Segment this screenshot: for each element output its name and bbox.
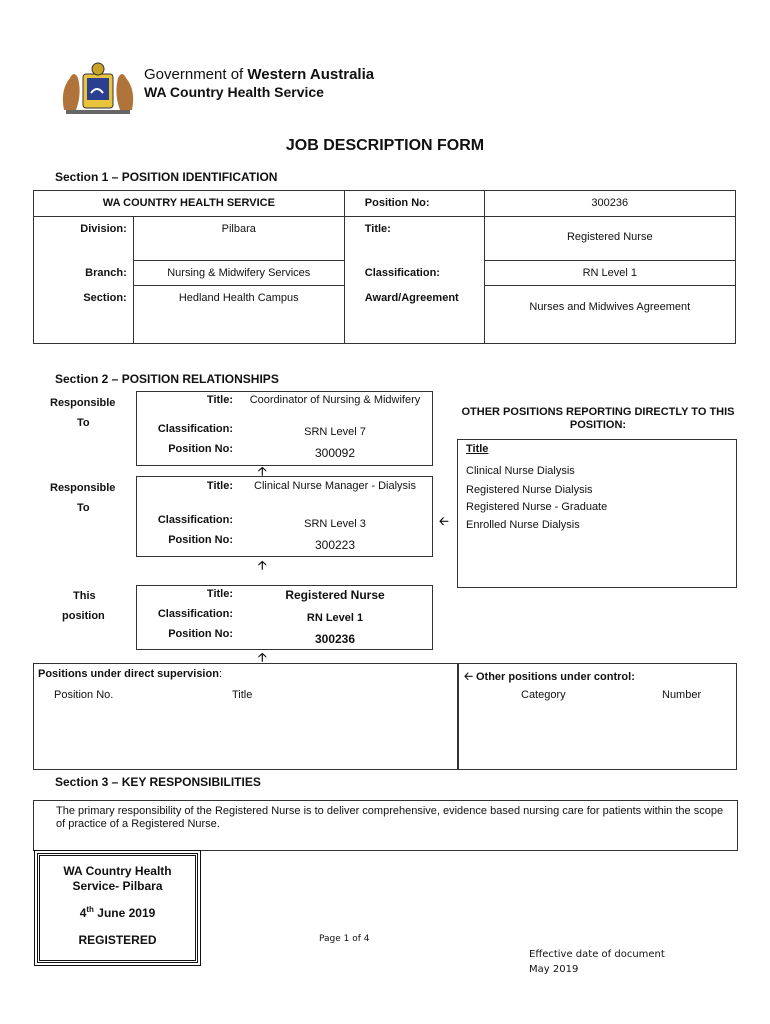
effective-date: May 2019 (529, 964, 579, 975)
page-number: Page 1 of 4 (319, 934, 370, 944)
effective-date-label: Effective date of document (529, 949, 665, 960)
box3-classification-label: Classification: (157, 608, 233, 620)
up-arrow-icon: 🡡 (258, 464, 267, 478)
title-value: Registered Nurse (484, 217, 735, 261)
box1-position-no-label: Position No: (168, 443, 233, 455)
direct-supervision-heading: Positions under direct supervision: (38, 668, 222, 680)
position-no-column: Position No. (54, 689, 114, 701)
section2-heading: Section 2 – POSITION RELATIONSHIPS (55, 372, 279, 386)
box1-title-label: Title: (206, 394, 233, 406)
box1-title-value: Coordinator of Nursing & Midwifery (249, 394, 421, 406)
box2-position-no-value: 300223 (314, 538, 356, 552)
key-responsibilities-box (33, 800, 738, 851)
box2-title-label: Title: (206, 480, 233, 492)
list-item: Registered Nurse Dialysis (466, 484, 593, 496)
other-positions-box (457, 439, 737, 588)
position-label: position (62, 610, 105, 622)
section-value: Hedland Health Campus (133, 286, 344, 344)
left-arrow-icon: 🡠 (464, 671, 476, 683)
other-title-label: Title (466, 443, 489, 455)
key-responsibilities-text: The primary responsibility of the Registered Nurse is to deliver comprehensive, evidence based nursing care for patients within the scope of practice of a Registered Nurse. (56, 805, 724, 830)
box3-title-value: Registered Nurse (285, 588, 385, 602)
to-label-1: To (77, 417, 90, 429)
up-arrow-icon: 🡡 (258, 650, 267, 664)
branch-label: Branch: (34, 261, 134, 286)
list-item: Registered Nurse - Graduate (466, 501, 608, 513)
position-no-value: 300236 (484, 191, 735, 217)
box1-position-no-value: 300092 (314, 446, 356, 460)
division-value: Pilbara (133, 217, 344, 261)
position-no-label: Position No: (344, 191, 484, 217)
title-label: Title: (344, 217, 484, 261)
number-column: Number (662, 689, 702, 701)
direct-supervision-box (33, 663, 459, 770)
position-identification-table (33, 190, 736, 344)
category-column: Category (521, 689, 566, 701)
stamp-line-1: WA Country Health (63, 864, 172, 878)
box1-classification-label: Classification: (157, 423, 233, 435)
award-value: Nurses and Midwives Agreement (484, 286, 735, 344)
box2-classification-value: SRN Level 3 (304, 518, 366, 530)
section3-heading: Section 3 – KEY RESPONSIBILITIES (55, 775, 261, 789)
box2-position-no-label: Position No: (168, 534, 233, 546)
division-label: Division: (34, 217, 134, 261)
manager-box (136, 476, 433, 557)
responsible-label-2: Responsible (50, 482, 116, 494)
stamp-line-2: Service- Pilbara (72, 879, 163, 893)
other-control-heading: 🡠 Other positions under control: (464, 671, 635, 683)
up-arrow-icon: 🡡 (258, 558, 267, 572)
left-arrow-icon: 🡠 (439, 514, 449, 528)
award-label: Award/Agreement (344, 286, 484, 344)
classification-value: RN Level 1 (484, 261, 735, 286)
branch-value: Nursing & Midwifery Services (133, 261, 344, 286)
box3-classification-value: RN Level 1 (306, 612, 364, 624)
registration-stamp (37, 853, 198, 963)
box1-classification-value: SRN Level 7 (304, 426, 366, 438)
classification-label: Classification: (344, 261, 484, 286)
service-cell: WA COUNTRY HEALTH SERVICE (34, 191, 345, 217)
section1-heading: Section 1 – POSITION IDENTIFICATION (55, 170, 278, 184)
responsible-label-1: Responsible (50, 397, 116, 409)
list-item: Clinical Nurse Dialysis (466, 465, 575, 477)
box3-title-label: Title: (206, 588, 233, 600)
this-label: This (73, 590, 96, 602)
to-label-2: To (77, 502, 90, 514)
reports-to-box (136, 391, 433, 466)
org-line-1: Government of Western Australia (144, 66, 375, 83)
box2-title-value: Clinical Nurse Manager - Dialysis (254, 480, 416, 492)
list-item: Enrolled Nurse Dialysis (466, 519, 580, 531)
other-control-box (457, 663, 737, 770)
page-title: JOB DESCRIPTION FORM (285, 137, 485, 154)
other-positions-heading: OTHER POSITIONS REPORTING DIRECTLY TO THIS POSITION: (461, 406, 735, 431)
box2-classification-label: Classification: (157, 514, 233, 526)
stamp-date: 4th June 2019 (79, 905, 156, 920)
stamp-status: REGISTERED (78, 933, 157, 947)
coat-of-arms-icon (56, 60, 140, 116)
box3-position-no-value: 300236 (314, 632, 356, 646)
box3-position-no-label: Position No: (168, 628, 233, 640)
title-column: Title (232, 689, 253, 701)
section-label: Section: (34, 286, 134, 344)
org-line-2: WA Country Health Service (144, 84, 324, 100)
this-position-box (136, 585, 433, 650)
